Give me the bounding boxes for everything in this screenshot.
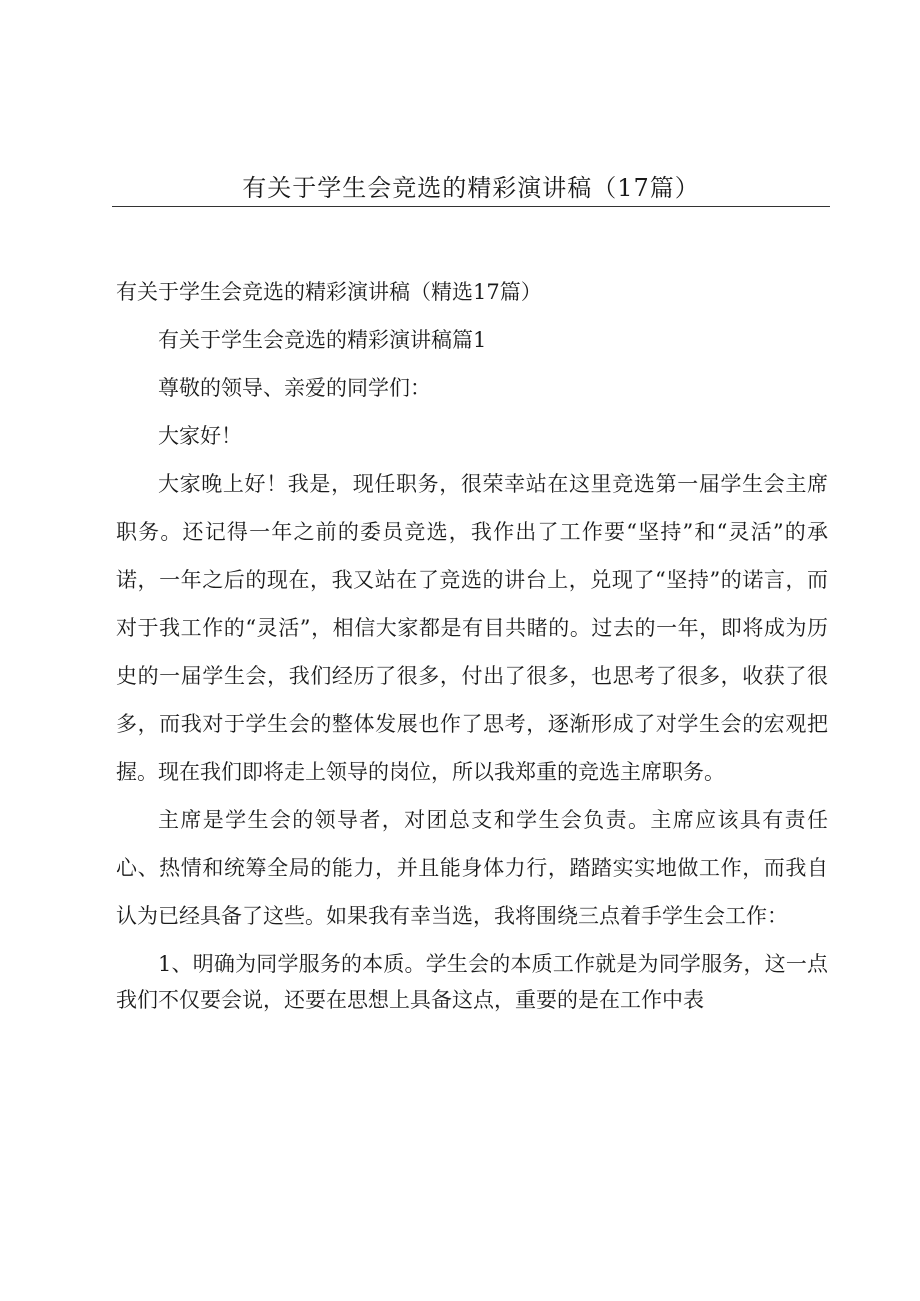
paragraph-2: 主席是学生会的领导者，对团总支和学生会负责。主席应该具有责任心、热情和统筹全局的能力，并且能身体力行，踏踏实实地做工作，而我自认为已经具备了这些。如果我有幸当选，我将围绕三点着手学生会工作： <box>116 808 828 928</box>
title-underline <box>112 206 830 207</box>
document-title: 有关于学生会竞选的精彩演讲稿（17篇） <box>242 174 700 202</box>
paragraph-3: 1、明确为同学服务的本质。学生会的本质工作就是为同学服务，这一点我们不仅要会说，还要在思想上具备这点，重要的是在工作中表 <box>116 952 828 1012</box>
salutation: 尊敬的领导、亲爱的同学们： <box>158 376 431 400</box>
document-body <box>116 268 828 1018</box>
document-subtitle: 有关于学生会竞选的精彩演讲稿（精选17篇） <box>116 280 542 304</box>
paragraph-1: 大家晚上好！我是，现任职务，很荣幸站在这里竞选第一届学生会主席职务。还记得一年之前的委员竞选，我作出了工作要“坚持”和“灵活”的承诺，一年之后的现在，我又站在了竞选的讲台上，兑现了“坚持”的诺言，而对于我工作的“灵活”，相信大家都是有目共睹的。过去的一年，即将成为历史的一届学生会，我们经历了很多，付出了很多，也思考了很多，收获了很多，而我对于学生会的整体发展也作了思考，逐渐形成了对学生会的宏观把握。现在我们即将走上领导的岗位，所以我郑重的竞选主席职务。 <box>116 472 828 784</box>
section-heading: 有关于学生会竞选的精彩演讲稿篇1 <box>158 328 487 352</box>
greeting: 大家好！ <box>158 424 242 448</box>
